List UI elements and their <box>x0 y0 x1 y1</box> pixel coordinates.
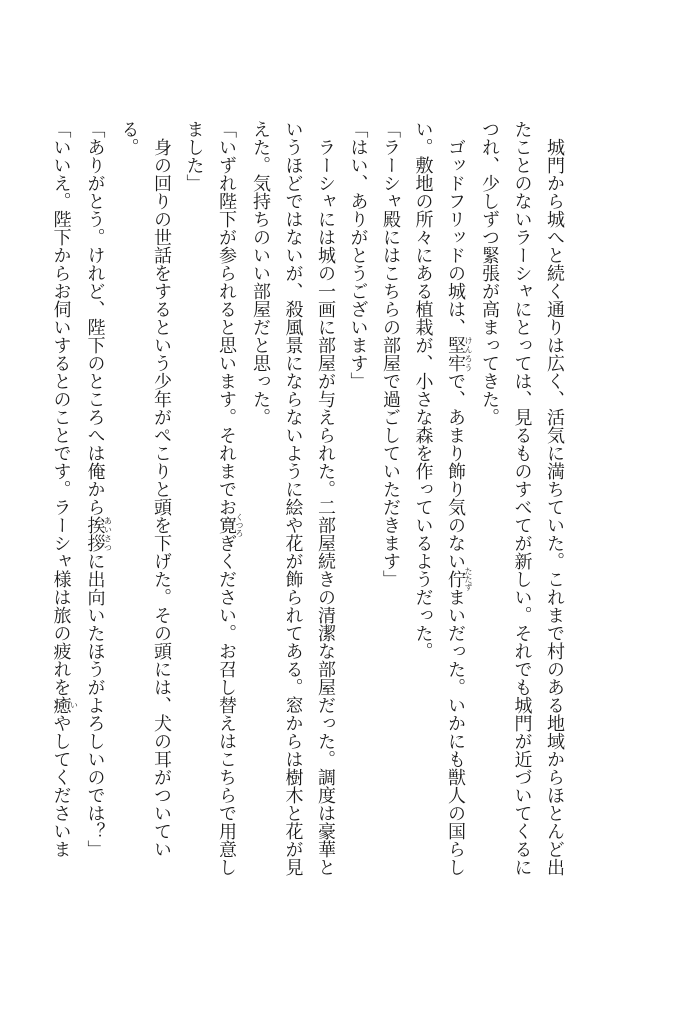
text-line-12: ました」 <box>183 120 205 192</box>
ruby-reading: たたず <box>464 567 473 591</box>
ruby-kutsuro <box>216 513 244 537</box>
ruby-base: 挨拶 <box>84 516 106 552</box>
ruby-base: 堅牢 <box>445 336 466 372</box>
text-line-3: つれ、少しずつ緊張が高まってきた。 <box>479 120 500 426</box>
text-line-16 <box>44 120 78 910</box>
text-fragment: まいだった。いかにも獣人の国らし <box>445 588 466 876</box>
text-line-15 <box>78 120 112 910</box>
ruby-reading: くつろ <box>235 513 244 537</box>
text-line-11 <box>210 120 244 910</box>
text-fragment: に出向いたほうがよろしいのでは？」 <box>84 552 106 858</box>
text-fragment: ゴッドフリッドの城は、 <box>445 138 466 336</box>
text-line-6: 「ラーシャ殿にはこちらの部屋で過ごしていただきます」 <box>380 120 401 588</box>
text-fragment: 「いいえ。陛下からお伺いするとのことです。ラーシャ様は旅の疲れを <box>50 120 72 696</box>
text-line-13: 身の回りの世話をするという少年がぺこりと頭を下げた。その頭には、犬の耳がついてい <box>151 138 172 858</box>
text-fragment: ぎください。お召し替えはこちらで用意し <box>216 534 237 876</box>
text-line-8: ラーシャには城の一画に部屋が与えられた。二部屋続きの清潔な部屋だった。調度は豪華と <box>315 138 336 876</box>
ruby-tatazu <box>445 567 473 591</box>
ruby-base: 寛 <box>216 513 237 537</box>
text-line-2: たことのないラーシャにとっては、見るものすべてが新しい。それでも城門が近づいてくるに <box>511 120 533 876</box>
ruby-reading: い <box>69 696 79 714</box>
ruby-reading: あいさつ <box>103 516 113 552</box>
text-line-9: いうほどではないが、殺風景にならないように絵や花が飾られてある。窓からは樹木と花が見 <box>282 120 304 876</box>
text-line-7: 「はい、ありがとうございます」 <box>347 120 369 390</box>
ruby-base: 佇 <box>445 567 466 591</box>
text-fragment: 「ありがとう。けれど、陛下のところへは俺から <box>84 120 106 516</box>
text-line-1: 城門から城へと続く通りは広く、活気に満ちていた。これまで村のある地域からほとんど出 <box>544 138 565 876</box>
text-fragment: やしてくださいま <box>50 714 72 858</box>
text-fragment: で、あまり飾り気のない <box>445 372 466 570</box>
vertical-text-body <box>44 120 570 910</box>
text-fragment: 「いずれ陛下が参られると思います。それまでお <box>216 120 237 516</box>
text-line-4 <box>439 120 473 910</box>
ruby-aisatsu <box>84 516 113 552</box>
ruby-kenrou <box>445 336 473 372</box>
ruby-i <box>50 696 79 714</box>
text-line-10: えた。気持ちのいい部屋だと思った。 <box>250 120 271 426</box>
text-line-5: い。敷地の所々にある植栽が、小さな森を作っているようだった。 <box>412 120 434 660</box>
ruby-reading: けんろう <box>464 336 473 372</box>
ruby-base: 癒 <box>50 696 72 714</box>
text-line-14: る。 <box>118 120 140 156</box>
